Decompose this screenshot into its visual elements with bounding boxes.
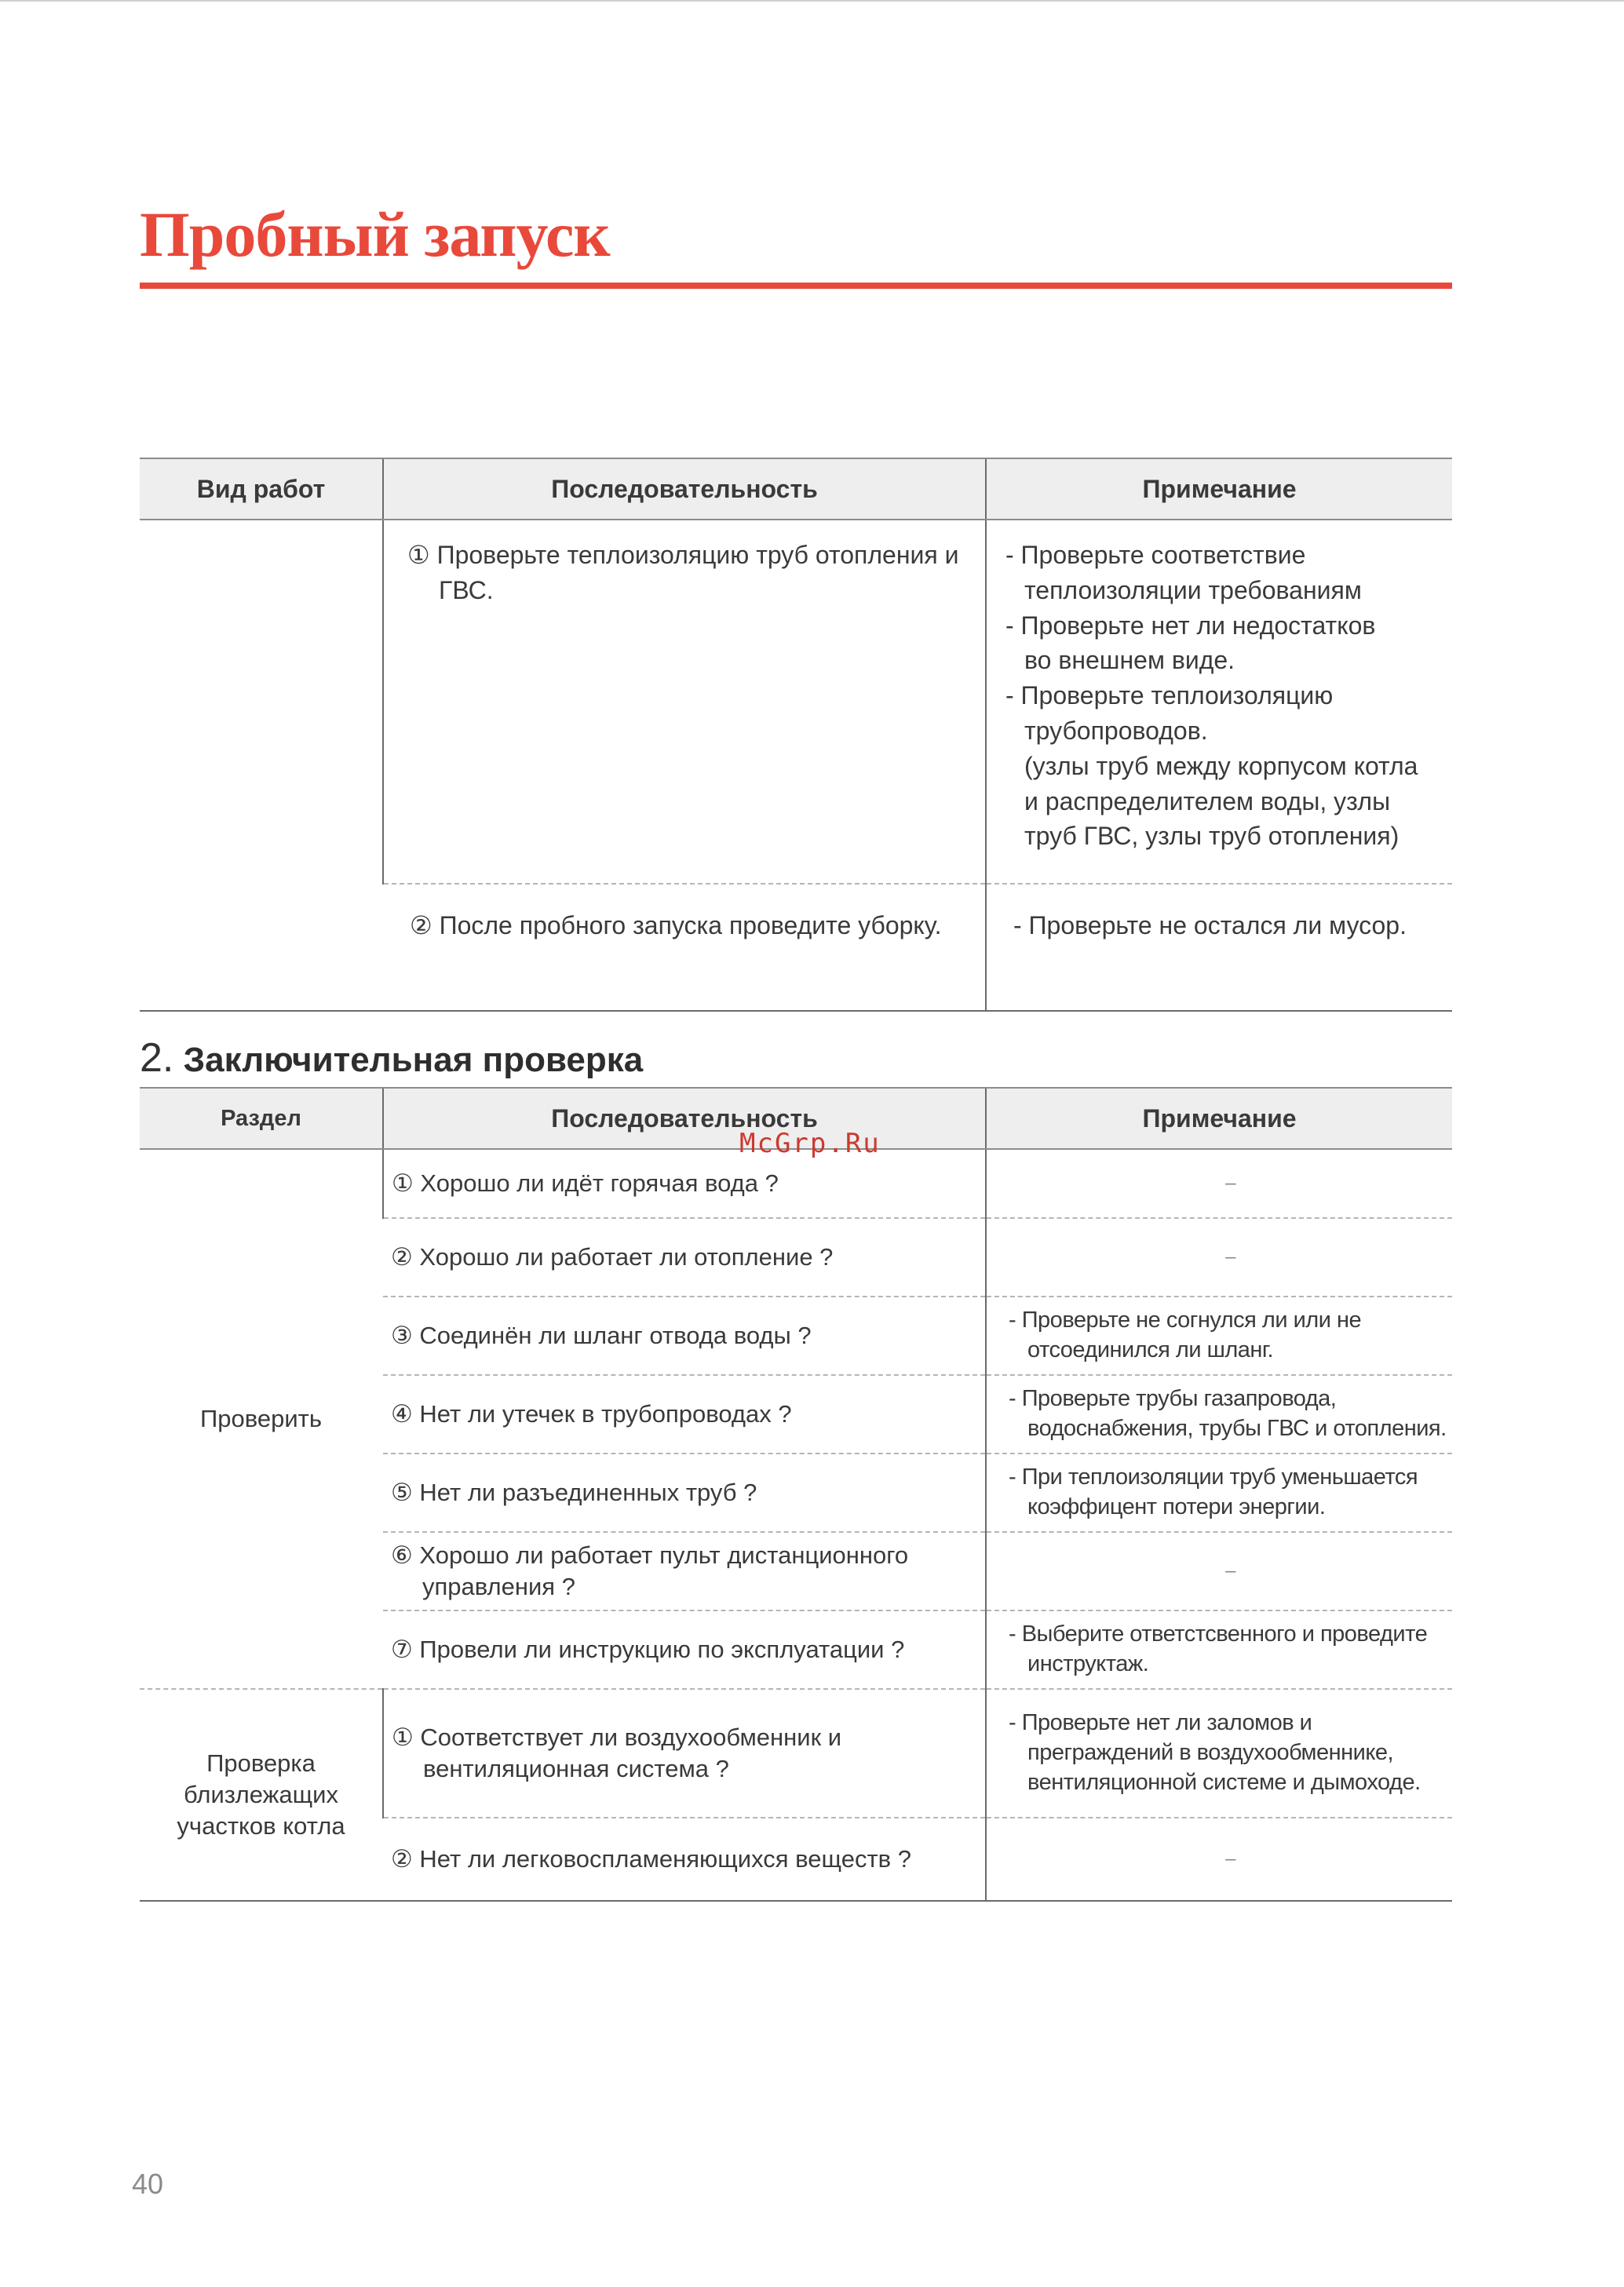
note-cell xyxy=(986,1375,1452,1454)
page-title: Пробный запуск xyxy=(140,199,610,270)
sequence-cell: ② Нет ли легковоспламеняющихся веществ ? xyxy=(383,1818,986,1901)
note-line: - При теплоизоляции труб уменьшается xyxy=(1009,1464,1418,1490)
header-section: Раздел xyxy=(140,1088,383,1149)
table-row xyxy=(140,1689,1452,1818)
sequence-cell: ④ Нет ли утечек в трубопроводах ? xyxy=(383,1375,986,1454)
note-cell xyxy=(986,1610,1452,1689)
note-line: во внешнем виде. xyxy=(1024,646,1235,675)
header-sequence: Последовательность xyxy=(383,1088,986,1149)
dash-mark: – xyxy=(1225,1560,1235,1582)
note-line: коэффицент потери энергии. xyxy=(1027,1494,1326,1519)
title-underline xyxy=(140,283,1452,289)
note-line: преграждений в воздухообменнике, xyxy=(1027,1740,1394,1766)
group-label-check: Проверить xyxy=(140,1149,383,1689)
sequence-cell: ① Хорошо ли идёт горячая вода ? xyxy=(383,1149,986,1218)
trial-run-table xyxy=(140,458,1452,1012)
note-line: и распределителем воды, узлы xyxy=(1024,786,1391,815)
final-check-table xyxy=(140,1087,1452,1902)
note-cell xyxy=(986,1218,1452,1297)
sequence-text: ① Проверьте теплоизоляцию труб отопления и ГВС. xyxy=(407,541,959,604)
group-label-line: Проверка xyxy=(206,1749,316,1777)
note-line: - Проверьте теплоизоляцию xyxy=(1005,681,1334,710)
note-line: труб ГВС, узлы труб отопления) xyxy=(1024,822,1400,851)
group-label-line: близлежащих xyxy=(184,1780,338,1808)
section-number: 2. xyxy=(140,1035,174,1081)
note-line: - Проверьте соответствие xyxy=(1005,541,1306,569)
group-label-line: участков котла xyxy=(177,1812,345,1840)
dash-mark: – xyxy=(1225,1848,1235,1870)
note-line: - Проверьте нет ли недостатков xyxy=(1005,611,1376,640)
dash-mark: – xyxy=(1225,1173,1235,1195)
note-cell xyxy=(986,1454,1452,1532)
header-work-type: Вид работ xyxy=(140,458,383,520)
watermark: McGrp.Ru xyxy=(739,1128,881,1159)
sequence-cell xyxy=(383,520,986,884)
note-line: - Проверьте не согнулся ли или не xyxy=(1009,1308,1362,1333)
note-line: отсоединился ли шланг. xyxy=(1027,1337,1274,1362)
note-cell xyxy=(986,1297,1452,1375)
header-note: Примечание xyxy=(986,1088,1452,1149)
sequence-text: ⑥ Хорошо ли работает пульт дистанционного управления ? xyxy=(391,1541,909,1600)
note-line: инструктаж. xyxy=(1027,1651,1149,1676)
sequence-text: ① Соответствует ли воздухообменник и вентиляционная система ? xyxy=(392,1723,842,1782)
sequence-cell: ③ Соединён ли шланг отвода воды ? xyxy=(383,1297,986,1375)
sequence-cell: ⑦ Провели ли инструкцию по эксплуатации ? xyxy=(383,1610,986,1689)
note-line: - Проверьте не остался ли мусор. xyxy=(1013,911,1407,939)
sequence-cell xyxy=(383,1532,986,1610)
note-cell xyxy=(986,1149,1452,1218)
note-line: - Выберите ответстсвенного и проведите xyxy=(1009,1621,1428,1647)
header-sequence: Последовательность xyxy=(383,458,986,520)
note-cell xyxy=(986,1689,1452,1818)
sequence-cell: ⑤ Нет ли разъединенных труб ? xyxy=(383,1454,986,1532)
note-cell xyxy=(986,884,1452,1011)
note-line: (узлы труб между корпусом котла xyxy=(1024,751,1418,780)
sequence-cell xyxy=(383,884,986,1011)
note-line: теплоизоляции требованиям xyxy=(1024,575,1362,604)
dash-mark: – xyxy=(1225,1246,1235,1268)
note-line: водоснабжения, трубы ГВС и отопления. xyxy=(1027,1416,1447,1441)
note-line: - Проверьте трубы газапровода, xyxy=(1009,1386,1337,1412)
page-number: 40 xyxy=(132,2168,164,2200)
section-title: Заключительная проверка xyxy=(183,1041,644,1079)
work-type-cell xyxy=(140,520,383,1011)
table-row xyxy=(140,520,1452,884)
sequence-cell xyxy=(383,1689,986,1818)
sequence-cell: ② Хорошо ли работает ли отопление ? xyxy=(383,1218,986,1297)
header-note: Примечание xyxy=(986,458,1452,520)
note-line: трубопроводов. xyxy=(1024,716,1208,745)
note-line: вентиляционной системе и дымоходе. xyxy=(1027,1769,1421,1795)
group-label-nearby xyxy=(140,1689,383,1901)
note-cell xyxy=(986,1532,1452,1610)
section-heading xyxy=(140,1034,643,1081)
note-cell xyxy=(986,1818,1452,1901)
sequence-text: ② После пробного запуска проведите уборку. xyxy=(410,911,942,939)
note-cell xyxy=(986,520,1452,884)
top-border xyxy=(0,0,1624,2)
table-row xyxy=(140,1149,1452,1218)
table-header-row xyxy=(140,458,1452,520)
note-line: - Проверьте нет ли заломов и xyxy=(1009,1710,1312,1736)
